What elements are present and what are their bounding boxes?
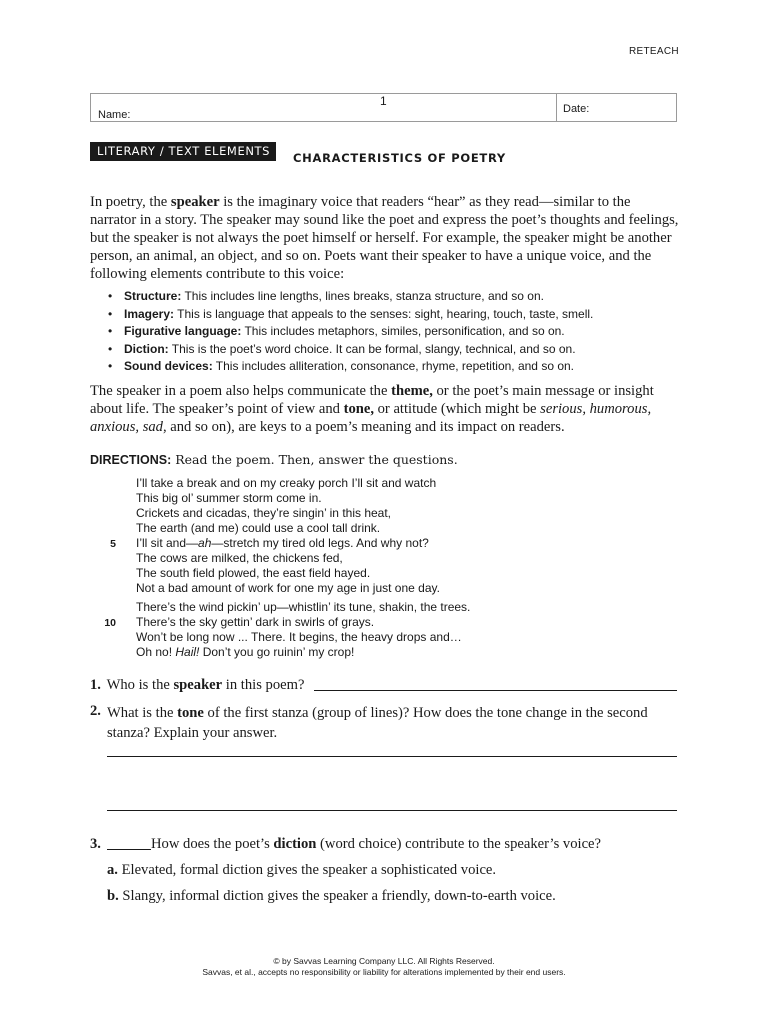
list-item: • Structure: This includes line lengths, lines breaks, stanza structure, and so on. [108, 289, 544, 303]
question-2: What is the tone of the first stanza (group of lines)? How does the tone change in the second stanza? Explain your answer. [107, 705, 648, 741]
question-3: How does the poet’s diction (word choice) contribute to the speaker’s voice? [151, 836, 602, 852]
line-number: 10 [104, 617, 116, 629]
disclaimer: Savvas, et al., accepts no responsibility or liability for alterations implemented by their end users. [202, 966, 566, 977]
option-a: a. Elevated, formal diction gives the speaker a sophisticated voice. [107, 862, 497, 878]
poem-line: Won’t be long now ... There. It begins, the heavy drops and… [136, 630, 462, 644]
answer-line[interactable] [107, 810, 677, 811]
answer-line[interactable] [107, 756, 677, 757]
date-divider [556, 94, 557, 121]
answer-blank[interactable] [107, 849, 151, 850]
footer [0, 956, 768, 977]
line-number: 5 [110, 538, 116, 550]
copyright: © by Savvas Learning Company LLC. All Rights Reserved. [273, 956, 495, 966]
poem-line: The cows are milked, the chickens fed, [136, 551, 343, 565]
theme-paragraph: The speaker in a poem also helps communicate the theme, or the poet’s main message or insight about life. The speaker’s point of view and tone, or attitude (which might be serious, humorous, anxious, sad, and so on), are keys to a poem’s meaning and its impact on readers. [90, 383, 654, 435]
answer-line[interactable] [314, 690, 677, 691]
poem-line: I’ll take a break and on my creaky porch I’ll sit and watch [136, 476, 437, 490]
list-item: • Diction: This is the poet’s word choice. It can be formal, slangy, technical, and so on. [108, 341, 576, 356]
poem-line: Crickets and cicadas, they’re singin’ in this heat, [136, 506, 392, 520]
directions: DIRECTIONS: Read the poem. Then, answer the questions. [90, 452, 458, 467]
poem-line: Oh no! Hail! Don’t you go ruinin’ my crop! [136, 645, 355, 659]
poem-line: I’ll sit and—ah—stretch my tired old legs. And why not? [136, 536, 429, 550]
reteach-tag: RETEACH [629, 46, 679, 57]
poem-line: The earth (and me) could use a cool tall drink. [136, 521, 381, 535]
worksheet-title: CHARACTERISTICS OF POETRY [293, 151, 506, 165]
poem-line: There’s the wind pickin’ up—whistlin’ its tune, shakin, the trees. [136, 600, 471, 614]
section-label: LITERARY / TEXT ELEMENTS [90, 142, 276, 161]
poem-line: The south field plowed, the east field hayed. [136, 566, 371, 580]
poem-line: Not a bad amount of work for one my age in just one day. [136, 581, 440, 595]
name-date-box [90, 93, 677, 122]
question-2-number: 2. [90, 703, 101, 719]
poem-line: This big ol’ summer storm come in. [136, 491, 322, 505]
list-item: • Imagery: This is language that appeals to the senses: sight, hearing, touch, taste, smell. [108, 306, 594, 321]
name-label: Name: [98, 109, 131, 121]
page-number: 1 [380, 94, 387, 108]
question-1: 1. Who is the speaker in this poem? [90, 677, 305, 693]
list-item: • Sound devices: This includes alliteration, consonance, rhyme, repetition, and so on. [108, 359, 575, 373]
elements-list [108, 288, 688, 376]
list-item: • Figurative language: This includes metaphors, similes, personification, and so on. [108, 324, 565, 338]
date-label: Date: [563, 103, 590, 115]
option-b: b. Slangy, informal diction gives the speaker a friendly, down-to-earth voice. [107, 888, 556, 904]
question-3-number: 3. [90, 836, 101, 852]
poem-line: There’s the sky gettin’ dark in swirls of grays. [136, 615, 375, 629]
intro-paragraph: In poetry, the speaker is the imaginary voice that readers “hear” as they read—similar to the narrator in a story. The speaker may sound like the poet and express the poet’s thoughts and feelings, but the speaker is not always the poet himself or herself. For example, the speaker might be another person, an animal, an object, and so on. Poets want their speaker to have a unique voice, and the following elements contribute to this voice: [90, 194, 679, 282]
